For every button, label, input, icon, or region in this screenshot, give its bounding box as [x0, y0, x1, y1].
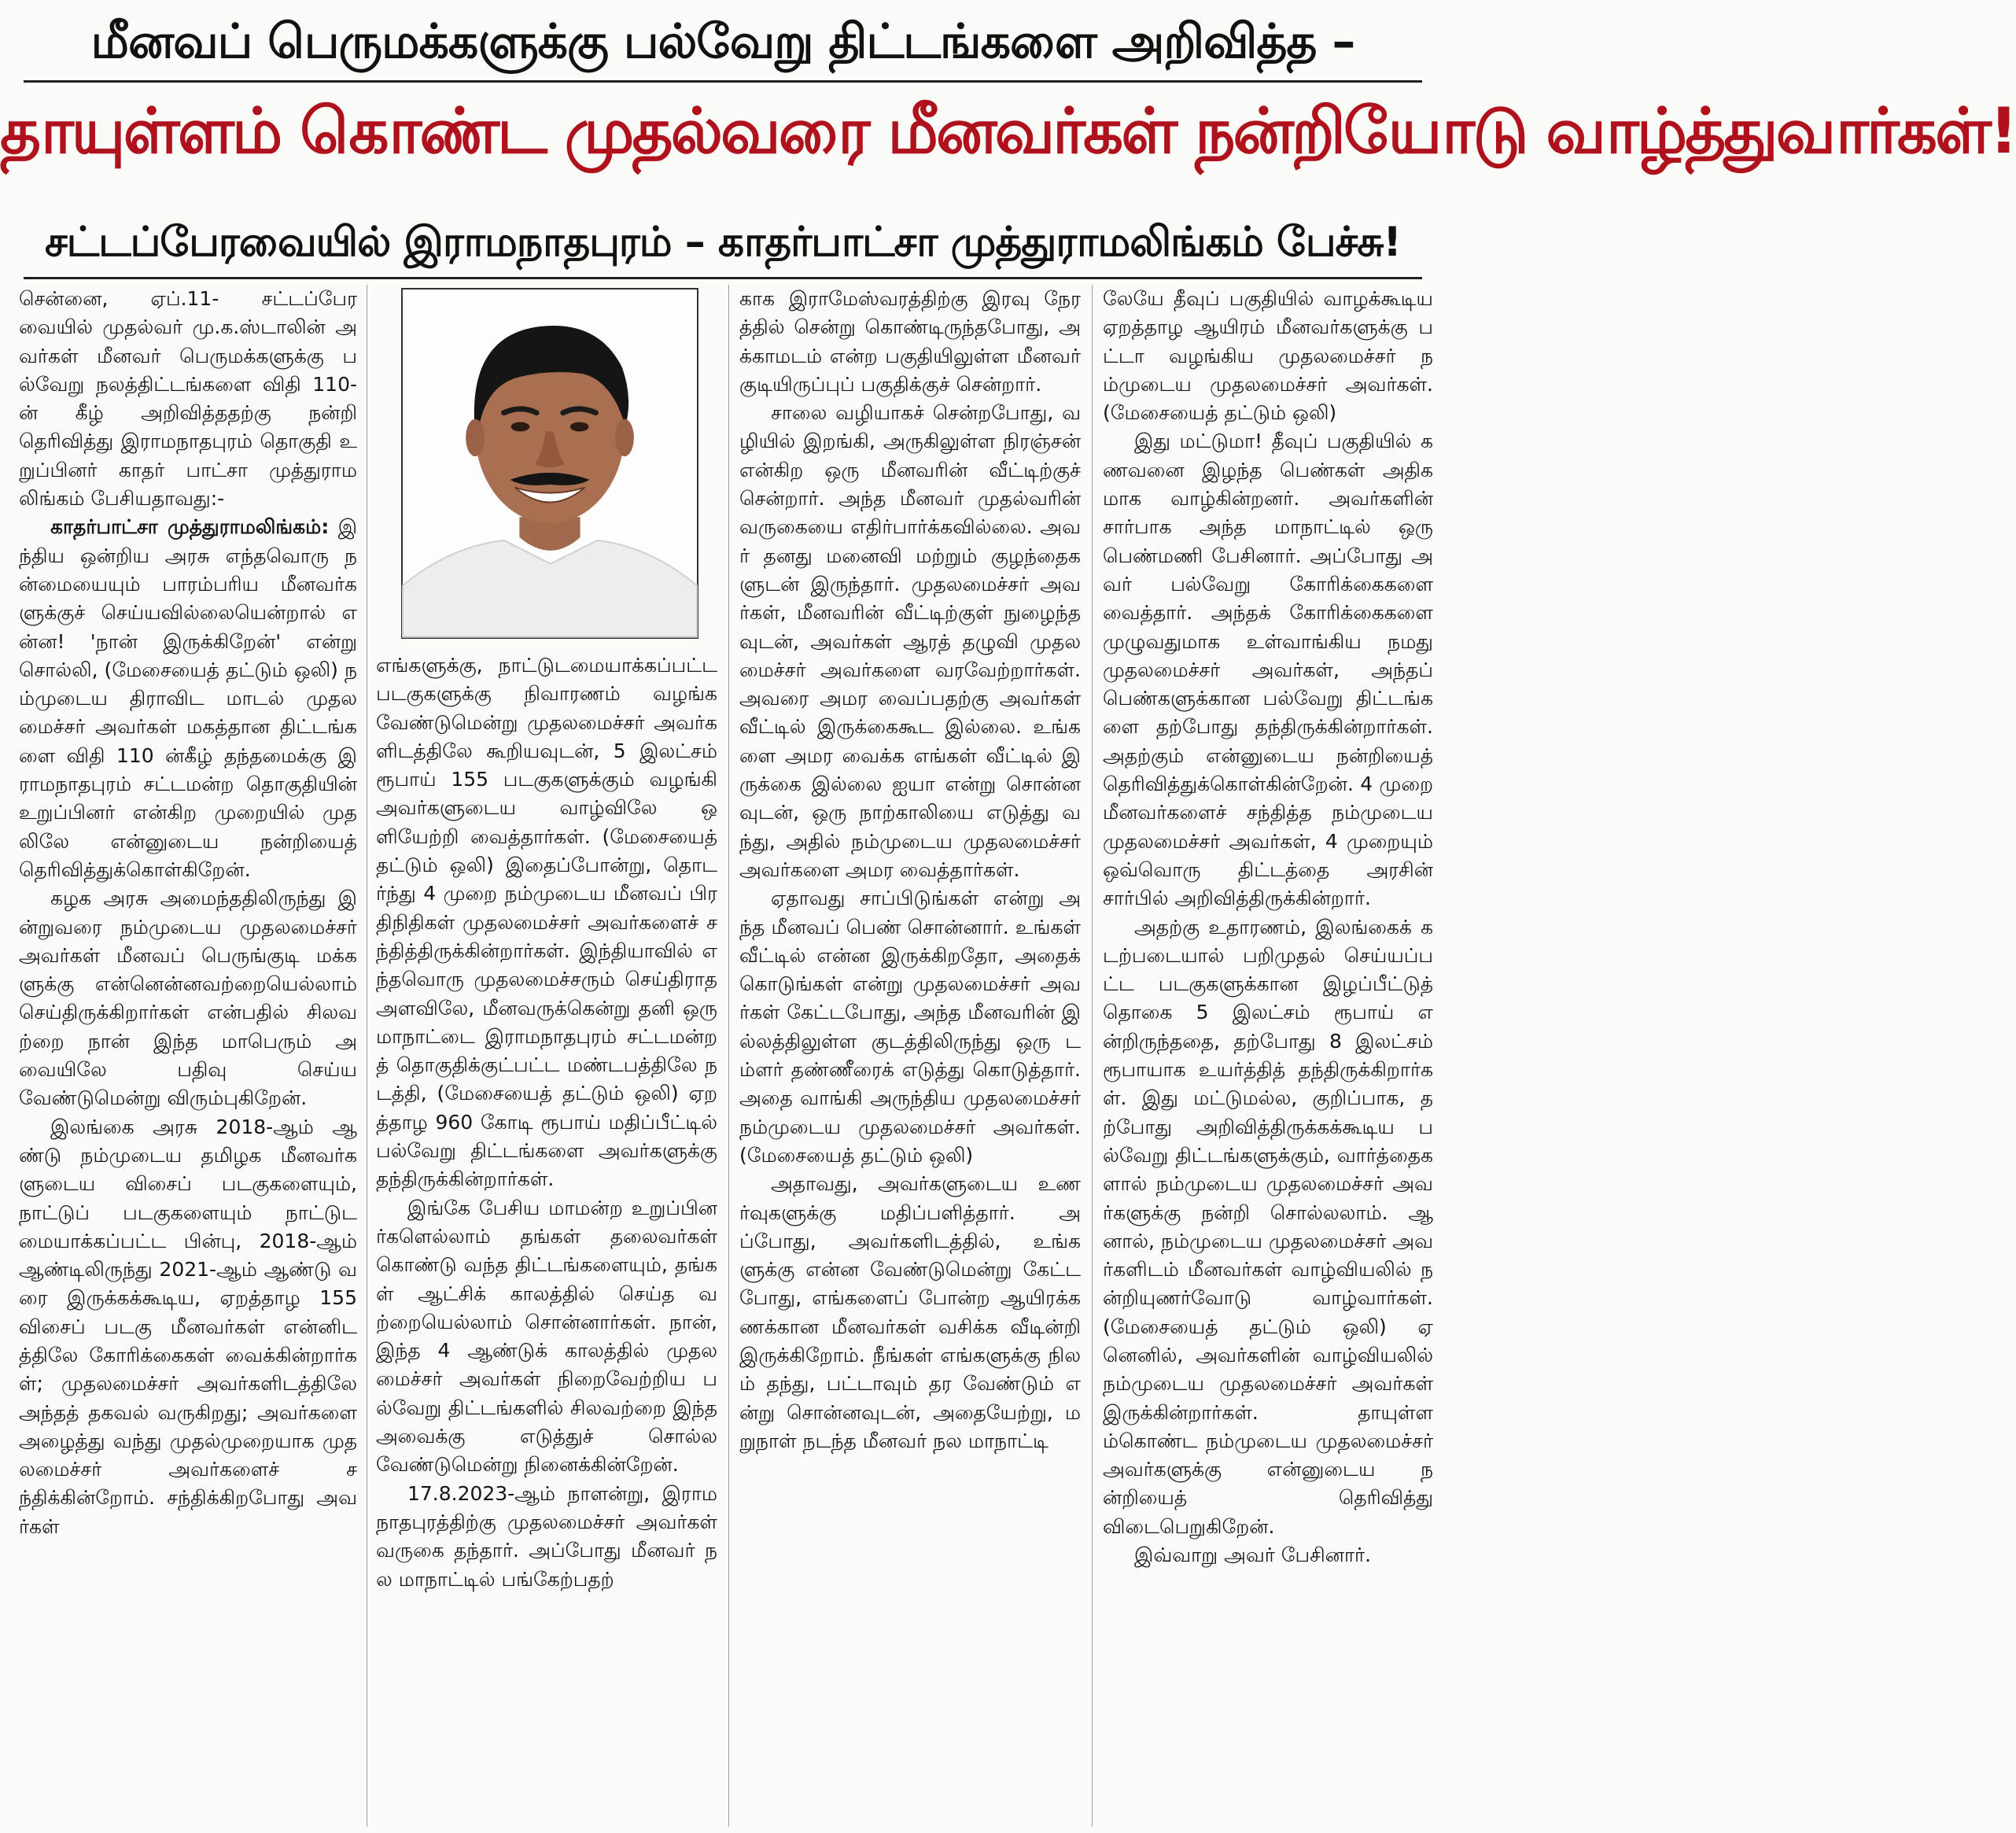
- article-paragraph: இங்கே பேசிய மாமன்ற உறுப்பினர்களெல்லாம் தங்கள் தலைவர்கள் கொண்டு வந்த திட்டங்களையும், தங்கள் ஆட்சிக் காலத்தில் செய்த வற்றையெல்லாம் சொன்னார்கள். நான், இந்த 4 ஆண்டுக் காலத்தில் முதலமைச்சர் அவர்கள் நிறைவேற்றிய பல்வேறு திட்டங்களில் சிலவற்றை இந்த அவைக்கு எடுத்துச் சொல்ல வேண்டுமென்று நினைக்கின்றேன்.: [376, 1196, 717, 1477]
- sub-headline: சட்டப்பேரவையில் இராமநாதபுரம் – காதர்பாட்சா முத்துராமலிங்கம் பேச்சு!: [45, 219, 1401, 266]
- article-paragraph: [19, 513, 357, 884]
- article-column-1: [19, 285, 357, 1827]
- main-headline: தாயுள்ளம் கொண்ட முதல்வரை மீனவர்கள் நன்றியோடு வாழ்த்துவார்கள்!: [0, 94, 2016, 168]
- article-paragraph: 17.8.2023-ஆம் நாளன்று, இராமநாதபுரத்திற்கு முதலமைச்சர் அவர்கள் வருகை தந்தார். அப்போது மீனவர் நல மாநாட்டில் பங்கேற்பதற்: [376, 1481, 717, 1591]
- article-paragraph: அதாவது, அவர்களுடைய உணர்வுகளுக்கு மதிப்பளித்தார். அப்போது, அவர்களிடத்தில், உங்களுக்கு என்ன வேண்டுமென்று கேட்டபோது, எங்களைப் போன்ற ஆயிரக்கணக்கான மீனவர்கள் வசிக்க வீடின்றி இருக்கிறோம். நீங்கள் எங்களுக்கு நிலம் தந்து, பட்டாவும் தர வேண்டும் என்று சொன்னவுடன், அதையேற்று, மறுநாள் நடந்த மீனவர் நல மாநாட்டி: [739, 1172, 1081, 1452]
- article-paragraph: கழக அரசு அமைந்ததிலிருந்து இன்றுவரை நம்முடைய முதலமைச்சர் அவர்கள் மீனவப் பெருங்குடி மக்களுக்கு என்னென்னவற்றையெல்லாம் செய்திருக்கிறார்கள் என்பதில் சிலவற்றை நான் இந்த மாபெரும் அவையிலே பதிவு செய்ய வேண்டுமென்று விரும்புகிறேன்.: [19, 887, 357, 1110]
- top-rule: [24, 80, 1422, 83]
- header-rule: [24, 277, 1422, 279]
- column-separator: [1092, 285, 1093, 1827]
- article-paragraph: இவ்வாறு அவர் பேசினார்.: [1134, 1543, 1372, 1567]
- article-paragraph: எங்களுக்கு, நாட்டுடமையாக்கப்பட்ட படகுகளுக்கு நிவாரணம் வழங்க வேண்டுமென்று முதலமைச்சர் அவர்களிடத்திலே கூறியவுடன், 5 இலட்சம் ரூபாய் 155 படகுகளுக்கும் வழங்கி அவர்களுடைய வாழ்விலே ஒளியேற்றி வைத்தார்கள். (மேசையைத் தட்டும் ஒலி) இதைப்போன்று, தொடர்ந்து 4 முறை நம்முடைய மீனவப் பிரதிநிதிகள் முதலமைச்சர் அவர்களைச் சந்தித்திருக்கின்றார்கள். இந்தியாவில் எந்தவொரு முதலமைச்சரும் செய்திராத அளவிலே, மீனவருக்கென்று தனி ஒரு மாநாட்டை இராமநாதபுரம் சட்டமன்றத் தொகுதிக்குட்பட்ட மண்டபத்திலே நடத்தி, (மேசையைத் தட்டும் ஒலி) ஏறத்தாழ 960 கோடி ரூபாய் மதிப்பீட்டில் பல்வேறு திட்டங்களை அவர்களுக்கு தந்திருக்கின்றார்கள்.: [376, 654, 717, 1191]
- portrait-photo-icon: [403, 290, 697, 637]
- speaker-name: காதர்பாட்சா முத்துராமலிங்கம்:: [50, 515, 330, 539]
- article-paragraph: ஏதாவது சாப்பிடுங்கள் என்று அந்த மீனவப் பெண் சொன்னார். உங்கள் வீட்டில் என்ன இருக்கிறதோ, அதைக் கொடுங்கள் என்று முதலமைச்சர் அவர்கள் கேட்டபோது, அந்த மீனவரின் இல்லத்திலுள்ள குடத்திலிருந்து ஒரு டம்ளர் தண்ணீரைக் எடுத்து கொடுத்தார். அதை வாங்கி அருந்திய முதலமைச்சர் நம்முடைய முதலமைச்சர் அவர்கள். (மேசையைத் தட்டும் ஒலி): [739, 887, 1081, 1167]
- portrait-photo: [401, 288, 698, 639]
- article-paragraph: லேயே தீவுப் பகுதியில் வாழக்கூடிய ஏறத்தாழ ஆயிரம் மீனவர்களுக்கு பட்டா வழங்கிய முதலமைச்சர் நம்முடைய முதலமைச்சர் அவர்கள். (மேசையைத் தட்டும் ஒலி): [1103, 287, 1433, 425]
- article-column-2: [376, 651, 717, 1827]
- article-paragraph: இது மட்டுமா! தீவுப் பகுதியில் கணவனை இழந்த பெண்கள் அதிகமாக வாழ்கின்றனர். அவர்களின் சார்பாக அந்த மாநாட்டில் ஒரு பெண்மணி பேசினார். அப்போது அவர் பல்வேறு கோரிக்கைகளை வைத்தார். அந்தக் கோரிக்கைகளை முழுவதுமாக உள்வாங்கிய நமது முதலமைச்சர் அவர்கள், அந்தப் பெண்களுக்கான பல்வேறு திட்டங்களை தற்போது தந்திருக்கின்றார்கள். அதற்கும் என்னுடைய நன்றியைத் தெரிவித்துக்கொள்கின்றேன். 4 முறை மீனவர்களைச் சந்தித்த நம்முடைய முதலமைச்சர் அவர்கள், 4 முறையும் ஒவ்வொரு திட்டத்தை அரசின் சார்பில் அறிவித்திருக்கின்றார்.: [1103, 430, 1433, 910]
- article-column-3: [739, 285, 1081, 1827]
- article-paragraph: சென்னை, ஏப்.11- சட்டப்பேரவையில் முதல்வர் மு.க.ஸ்டாலின் அவர்கள் மீனவர் பெருமக்களுக்கு பல்வேறு நலத்திட்டங்களை விதி 110-ன் கீழ் அறிவித்ததற்கு நன்றி தெரிவித்து இராமநாதபுரம் தொகுதி உறுப்பினர் காதர் பாட்சா முத்துராமலிங்கம் பேசியதாவது:-: [19, 287, 357, 511]
- kicker-headline: மீனவப் பெருமக்களுக்கு பல்வேறு திட்டங்களை அறிவித்த –: [90, 14, 1355, 69]
- article-paragraph: காக இராமேஸ்வரத்திற்கு இரவு நேரத்தில் சென்று கொண்டிருந்தபோது, அக்காமடம் என்ற பகுதியிலுள்ள மீனவர் குடியிருப்புப் பகுதிக்குச் சென்றார்.: [739, 287, 1081, 396]
- article-column-4: [1103, 285, 1433, 1827]
- column-separator: [728, 285, 729, 1827]
- speech-text: இந்திய ஒன்றிய அரசு எந்தவொரு நன்மையையும் பாரம்பரிய மீனவர்களுக்குச் செய்யவில்லையென்றால் என்ன! 'நான் இருக்கிறேன்' என்று சொல்லி, (மேசையைத் தட்டும் ஒலி) நம்முடைய திராவிட மாடல் முதலமைச்சர் அவர்கள் மகத்தான திட்டங்களை விதி 110 ன்கீழ் தந்தமைக்கு இராமநாதபுரம் சட்டமன்ற தொகுதியின் உறுப்பினர் என்கிற முறையில் முதலிலே என்னுடைய நன்றியைத் தெரிவித்துக்கொள்கிறேன்.: [19, 515, 358, 881]
- article-paragraph: அதற்கு உதாரணம், இலங்கைக் கடற்படையால் பறிமுதல் செய்யப்பட்ட படகுகளுக்கான இழப்பீட்டுத் தொகை 5 இலட்சம் ரூபாய் என்றிருந்ததை, தற்போது 8 இலட்சம் ரூபாயாக உயர்த்தித் தந்திருக்கிறார்கள். இது மட்டுமல்ல, குறிப்பாக, தற்போது அறிவித்திருக்கக்கூடிய பல்வேறு திட்டங்களுக்கும், வார்த்தைகளால் நம்முடைய முதலமைச்சர் அவர்களுக்கு நன்றி சொல்லலாம். ஆனால், நம்முடைய முதலமைச்சர் அவர்களிடம் மீனவர்கள் வாழ்வியலில் நன்றியுணர்வோடு வாழ்வார்கள். (மேசையைத் தட்டும் ஒலி) ஏனெனில், அவர்களின் வாழ்வியலில் நம்முடைய முதலமைச்சர் அவர்கள் இருக்கின்றார்கள். தாயுள்ளம்கொண்ட நம்முடைய முதலமைச்சர் அவர்களுக்கு என்னுடைய நன்றியைத் தெரிவித்து விடைபெறுகிறேன்.: [1103, 915, 1433, 1538]
- article-paragraph: சாலை வழியாகச் சென்றபோது, வழியில் இறங்கி, அருகிலுள்ள நிரஞ்சன் என்கிற ஒரு மீனவரின் வீட்டிற்குச் சென்றார். அந்த மீனவர் முதல்வரின் வருகையை எதிர்பார்க்கவில்லை. அவர் தனது மனைவி மற்றும் குழந்தைகளுடன் இருந்தார். முதலமைச்சர் அவர்கள், மீனவரின் வீட்டிற்குள் நுழைந்தவுடன், அவர்கள் ஆரத் தழுவி முதலமைச்சர் அவர்களை வரவேற்றார்கள். அவரை அமர வைப்பதற்கு அவர்கள் வீட்டில் இருக்கைகூட இல்லை. உங்களை அமர வைக்க எங்கள் வீட்டில் இருக்கை இல்லை ஐயா என்று சொன்னவுடன், ஒரு நாற்காலியை எடுத்து வந்து, அதில் நம்முடைய முதலமைச்சர் அவர்களை அமர வைத்தார்கள்.: [739, 401, 1081, 881]
- article-paragraph: இலங்கை அரசு 2018-ஆம் ஆண்டு நம்முடைய தமிழக மீனவர்களுடைய விசைப் படகுகளையும், நாட்டுப் படகுகளையும் நாட்டுடமையாக்கப்பட்ட பின்பு, 2018-ஆம் ஆண்டிலிருந்து 2021-ஆம் ஆண்டு வரை இருக்கக்கூடிய, ஏறத்தாழ 155 விசைப் படகு மீனவர்கள் என்னிடத்திலே கோரிக்கைகள் வைக்கின்றார்கள்; முதலமைச்சர் அவர்களிடத்திலே அந்தத் தகவல் வருகிறது; அவர்களை அழைத்து வந்து முதல்முறையாக முதலமைச்சர் அவர்களைச் சந்திக்கின்றோம். சந்திக்கிறபோது அவர்கள்: [19, 1115, 357, 1538]
